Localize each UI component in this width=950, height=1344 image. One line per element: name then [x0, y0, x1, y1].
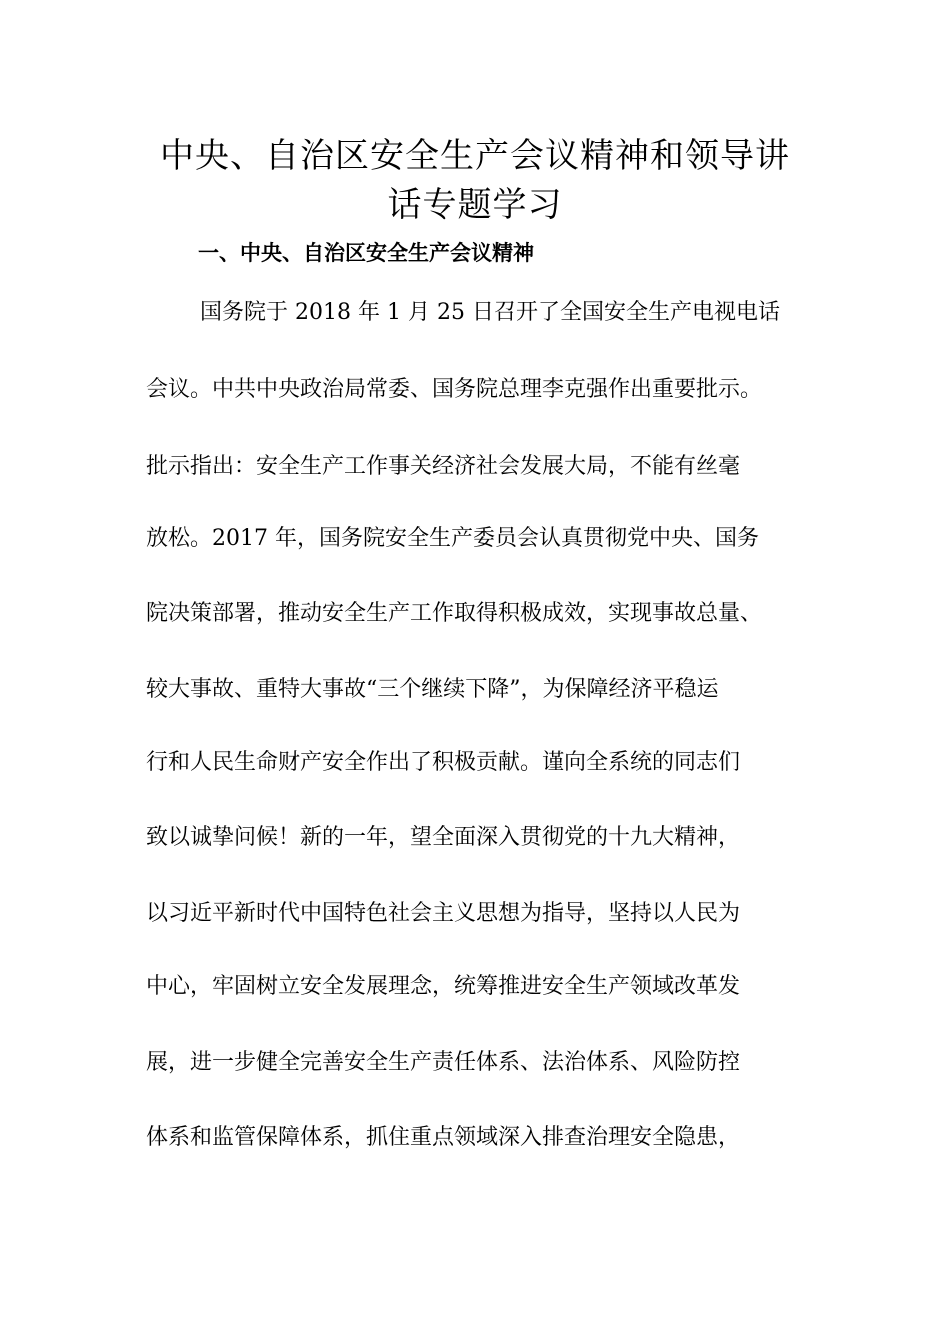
paragraph-line-2: 会议。中共中央政治局常委、国务院总理李克强作出重要批示。 — [146, 377, 763, 402]
section-heading: 一、中央、自治区安全生产会议精神 — [198, 241, 534, 265]
paragraph-line-6: 较大事故、重特大事故“三个继续下降”，为保障经济平稳运 — [146, 677, 719, 702]
paragraph-line-12: 体系和监管保障体系，抓住重点领域深入排查治理安全隐患， — [146, 1125, 741, 1150]
paragraph-line-3: 批示指出：安全生产工作事关经济社会发展大局，不能有丝毫 — [146, 454, 741, 479]
paragraph-line-5: 院决策部署，推动安全生产工作取得积极成效，实现事故总量、 — [146, 601, 763, 626]
paragraph-line-1: 国务院于 2018 年 1 月 25 日召开了全国安全生产电视电话 — [200, 300, 780, 325]
paragraph-line-4: 放松。2017 年，国务院安全生产委员会认真贯彻党中央、国务 — [146, 526, 759, 551]
document-title-line-2: 话专题学习 — [387, 185, 563, 225]
document-title-line-1: 中央、自治区安全生产会议精神和领导讲 — [160, 136, 790, 176]
paragraph-line-9: 以习近平新时代中国特色社会主义思想为指导，坚持以人民为 — [146, 901, 741, 926]
paragraph-line-8: 致以诚挚问候！新的一年，望全面深入贯彻党的十九大精神， — [146, 825, 741, 850]
paragraph-line-11: 展，进一步健全完善安全生产责任体系、法治体系、风险防控 — [146, 1050, 741, 1075]
paragraph-line-7: 行和人民生命财产安全作出了积极贡献。谨向全系统的同志们 — [146, 750, 741, 775]
paragraph-line-10: 中心，牢固树立安全发展理念，统筹推进安全生产领域改革发 — [146, 974, 741, 999]
